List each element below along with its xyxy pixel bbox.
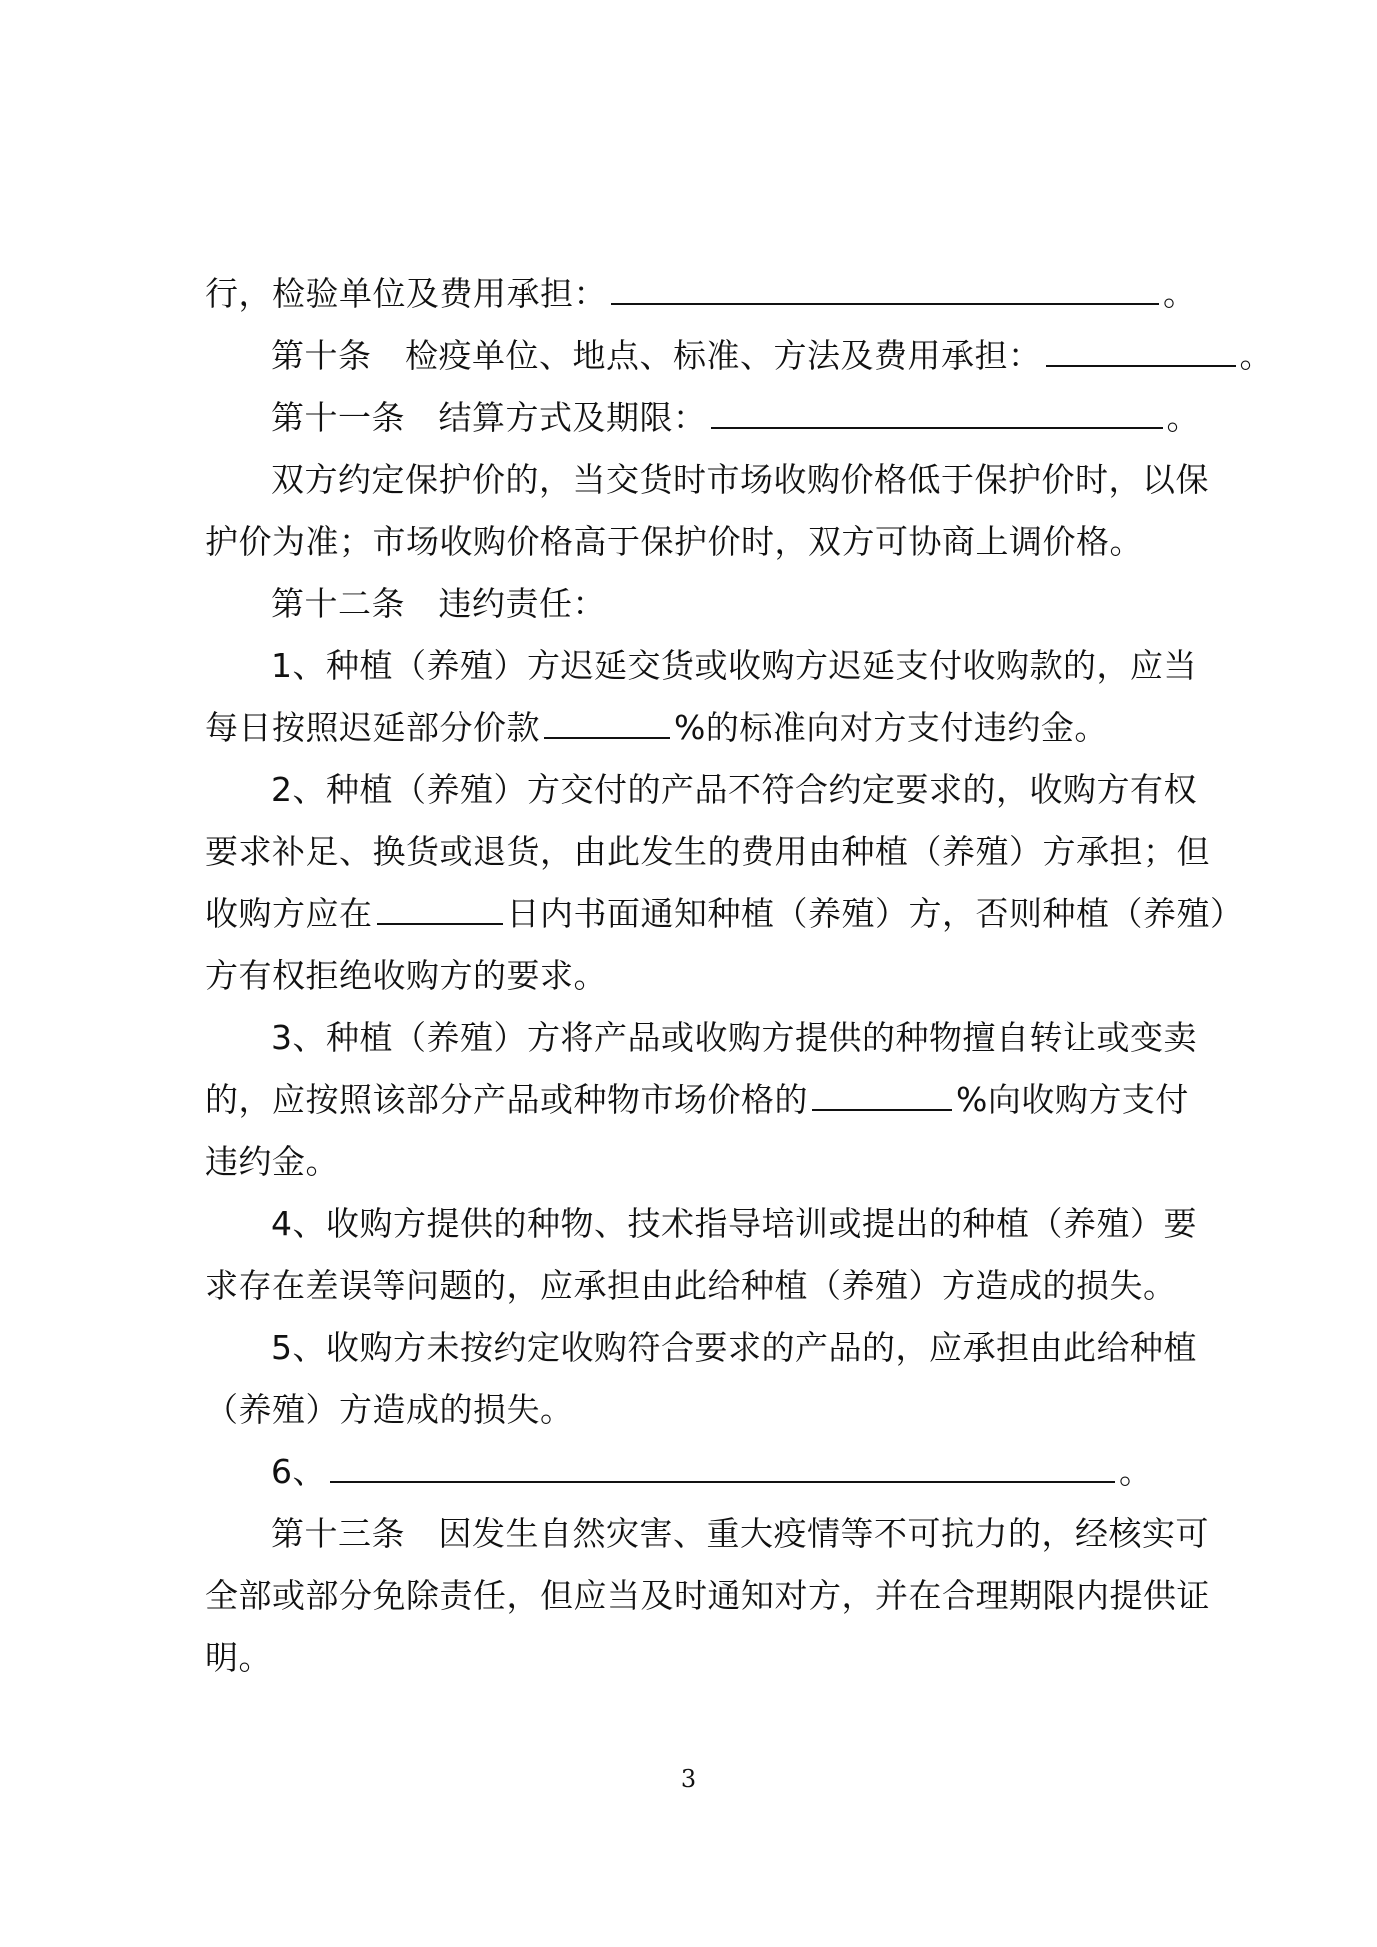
page-number: 3 bbox=[680, 1765, 697, 1793]
text-line: 6、 。 bbox=[271, 1452, 1153, 1491]
fill-in-blank[interactable] bbox=[1046, 335, 1236, 367]
text-line: 违约金。 bbox=[205, 1142, 339, 1181]
text-line: 每日按照迟延部分价款 %的标准向对方支付违约金。 bbox=[205, 708, 1108, 747]
text-line: 1、种植（养殖）方迟延交货或收购方迟延支付收购款的，应当 bbox=[271, 646, 1197, 685]
text-line: 第十二条 违约责任： bbox=[271, 584, 606, 623]
text-line: 要求补足、换货或退货，由此发生的费用由种植（养殖）方承担；但 bbox=[205, 832, 1210, 871]
text-line: 收购方应在 日内书面通知种植（养殖）方，否则种植（养殖） bbox=[205, 894, 1244, 933]
text-line: 2、种植（养殖）方交付的产品不符合约定要求的，收购方有权 bbox=[271, 770, 1197, 809]
text-line: 的，应按照该部分产品或种物市场价格的 %向收购方支付 bbox=[205, 1080, 1189, 1119]
text-line: 双方约定保护价的，当交货时市场收购价格低于保护价时，以保 bbox=[271, 460, 1209, 499]
text-line: 方有权拒绝收购方的要求。 bbox=[205, 956, 607, 995]
text-line: 行，检验单位及费用承担： 。 bbox=[205, 274, 1197, 313]
text-line: 3、种植（养殖）方将产品或收购方提供的种物擅自转让或变卖 bbox=[271, 1018, 1197, 1057]
text-line: （养殖）方造成的损失。 bbox=[205, 1390, 574, 1429]
text-line: 4、收购方提供的种物、技术指导培训或提出的种植（养殖）要 bbox=[271, 1204, 1197, 1243]
text-line: 明。 bbox=[205, 1638, 272, 1677]
fill-in-blank[interactable] bbox=[544, 707, 670, 739]
text-line: 第十条 检疫单位、地点、标准、方法及费用承担： 。 bbox=[271, 336, 1273, 375]
text-line: 求存在差误等问题的，应承担由此给种植（养殖）方造成的损失。 bbox=[205, 1266, 1177, 1305]
fill-in-blank[interactable] bbox=[711, 397, 1163, 429]
text-line: 5、收购方未按约定收购符合要求的产品的，应承担由此给种植 bbox=[271, 1328, 1197, 1367]
text-line: 第十三条 因发生自然灾害、重大疫情等不可抗力的，经核实可 bbox=[271, 1514, 1209, 1553]
text-line: 第十一条 结算方式及期限： 。 bbox=[271, 398, 1200, 437]
text-line: 护价为准；市场收购价格高于保护价时，双方可协商上调价格。 bbox=[205, 522, 1143, 561]
fill-in-blank[interactable] bbox=[812, 1079, 952, 1111]
fill-in-blank[interactable] bbox=[611, 273, 1159, 305]
text-line: 全部或部分免除责任，但应当及时通知对方，并在合理期限内提供证 bbox=[205, 1576, 1210, 1615]
fill-in-blank[interactable] bbox=[330, 1451, 1115, 1483]
fill-in-blank[interactable] bbox=[377, 893, 503, 925]
